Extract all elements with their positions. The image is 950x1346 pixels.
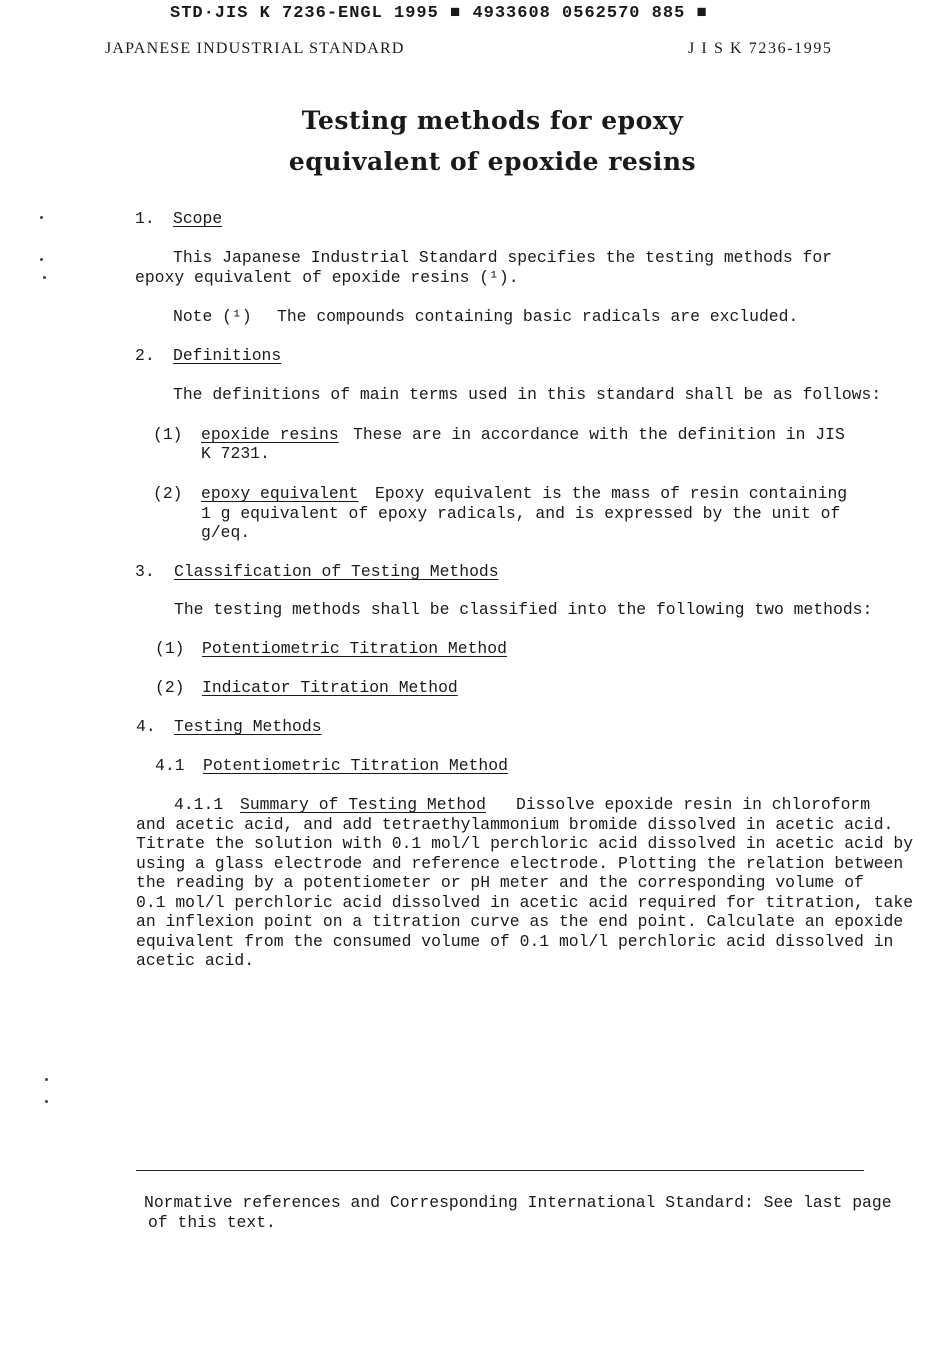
definition-1-text-line-2: K 7231. bbox=[201, 444, 270, 463]
paragraph-4-1-1-number: 4.1.1 bbox=[174, 795, 224, 814]
section-1-para-line-1: This Japanese Industrial Standard specifies the testing methods for bbox=[173, 248, 833, 267]
page-title-line-2: equivalent of epoxide resins bbox=[288, 147, 697, 176]
note-text: The compounds containing basic radicals are excluded. bbox=[277, 307, 799, 326]
method-1-name: Potentiometric Titration Method bbox=[202, 639, 507, 658]
scan-speck bbox=[43, 276, 46, 279]
definition-2-text-line-2: 1 g equivalent of epoxy radicals, and is expressed by the unit of bbox=[201, 504, 841, 523]
paragraph-4-1-1-line-5: the reading by a potentiometer or pH meter and the corresponding volume of bbox=[136, 873, 864, 892]
paragraph-4-1-1-line-2: and acetic acid, and add tetraethylammonium bromide dissolved in acetic acid. bbox=[136, 815, 894, 834]
section-3-heading: Classification of Testing Methods bbox=[174, 562, 499, 581]
method-2-number: (2) bbox=[155, 678, 185, 697]
definition-2-text-line-3: g/eq. bbox=[201, 523, 251, 542]
definition-1-text-line-1: These are in accordance with the definition in JIS bbox=[353, 425, 845, 444]
subsection-4-1-heading: Potentiometric Titration Method bbox=[203, 756, 508, 775]
page-title-line-1: Testing methods for epoxy bbox=[301, 106, 684, 135]
paragraph-4-1-1-line-4: using a glass electrode and reference electrode. Plotting the relation between bbox=[136, 854, 904, 873]
document-stamp: STD·JIS K 7236-ENGL 1995 ■ 4933608 0562570 885 ■ bbox=[170, 4, 708, 23]
section-1-para-line-2: epoxy equivalent of epoxide resins (¹). bbox=[135, 268, 519, 287]
section-2-heading: Definitions bbox=[173, 346, 282, 365]
scan-speck bbox=[40, 216, 43, 219]
section-4-heading: Testing Methods bbox=[174, 717, 322, 736]
paragraph-4-1-1-line-7: an inflexion point on a titration curve as the end point. Calculate an epoxide bbox=[136, 912, 904, 931]
section-2-intro: The definitions of main terms used in this standard shall be as follows: bbox=[173, 385, 882, 404]
section-1-number: 1. bbox=[135, 209, 155, 228]
footnote-divider bbox=[136, 1170, 864, 1171]
definition-1-number: (1) bbox=[153, 425, 183, 444]
definition-2-text-line-1: Epoxy equivalent is the mass of resin containing bbox=[375, 484, 848, 503]
header-left: JAPANESE INDUSTRIAL STANDARD bbox=[105, 40, 405, 57]
scan-speck bbox=[45, 1100, 48, 1103]
definition-1-term: epoxide resins bbox=[201, 425, 339, 444]
paragraph-4-1-1-heading: Summary of Testing Method bbox=[240, 795, 486, 814]
definition-2-term: epoxy equivalent bbox=[201, 484, 359, 503]
method-2-name: Indicator Titration Method bbox=[202, 678, 458, 697]
method-1-number: (1) bbox=[155, 639, 185, 658]
paragraph-4-1-1-line-9: acetic acid. bbox=[136, 951, 255, 970]
section-2-number: 2. bbox=[135, 346, 155, 365]
paragraph-4-1-1-line-8: equivalent from the consumed volume of 0.1 mol/l perchloric acid dissolved in bbox=[136, 932, 894, 951]
subsection-4-1-number: 4.1 bbox=[155, 756, 185, 775]
scan-speck bbox=[45, 1078, 48, 1081]
section-4-number: 4. bbox=[136, 717, 156, 736]
section-1-heading: Scope bbox=[173, 209, 223, 228]
note-label: Note (¹) bbox=[173, 307, 252, 326]
header-right: J I S K 7236-1995 bbox=[688, 40, 833, 57]
footnote-line-1: Normative references and Corresponding International Standard: See last page bbox=[144, 1193, 892, 1212]
footnote-line-2: of this text. bbox=[148, 1213, 276, 1232]
scan-speck bbox=[40, 258, 43, 261]
paragraph-4-1-1-line-1: Dissolve epoxide resin in chloroform bbox=[516, 795, 871, 814]
paragraph-4-1-1-line-6: 0.1 mol/l perchloric acid dissolved in acetic acid required for titration, take bbox=[136, 893, 914, 912]
paragraph-4-1-1-line-3: Titrate the solution with 0.1 mol/l perchloric acid dissolved in acetic acid by bbox=[136, 834, 914, 853]
section-3-intro: The testing methods shall be classified into the following two methods: bbox=[174, 600, 873, 619]
definition-2-number: (2) bbox=[153, 484, 183, 503]
section-3-number: 3. bbox=[135, 562, 155, 581]
